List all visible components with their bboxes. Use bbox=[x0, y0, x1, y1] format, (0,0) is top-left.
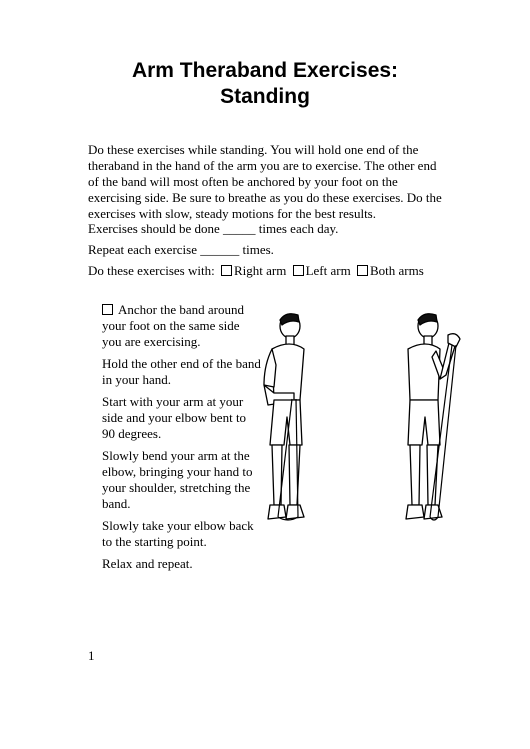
step-2: Hold the other end of the band in your hand. bbox=[102, 356, 261, 387]
left-arm-checkbox[interactable] bbox=[293, 265, 304, 276]
arm-options-prompt: Do these exercises with: bbox=[88, 263, 215, 278]
step-4: Slowly bend your arm at the elbow, bringing your hand to your shoulder, stretching the band. bbox=[102, 448, 253, 511]
start-position-illustration bbox=[250, 305, 320, 530]
frequency-line: Exercises should be done _____ times each day. bbox=[88, 221, 339, 236]
right-arm-label: Right arm bbox=[233, 263, 287, 278]
step-6: Relax and repeat. bbox=[102, 556, 193, 571]
intro-paragraph: Do these exercises while standing. You will hold one end of the theraband in the hand of the arm you are to exercise. The other end of the band will most often be anchored by your foot on the exercising side. Be sure to breathe as you do these exercises. Do the exercises with slow, steady motions for the best results. bbox=[88, 142, 442, 221]
both-arms-checkbox[interactable] bbox=[357, 265, 368, 276]
exercise-checkbox[interactable] bbox=[102, 304, 113, 315]
right-arm-checkbox[interactable] bbox=[221, 265, 232, 276]
both-arms-label: Both arms bbox=[369, 263, 424, 278]
step-3: Start with your arm at your side and your elbow bent to 90 degrees. bbox=[102, 394, 247, 441]
page-number: 1 bbox=[88, 648, 95, 663]
step-1-text: Anchor the band around your foot on the same side you are exercising. bbox=[102, 302, 244, 349]
curl-position-illustration bbox=[396, 305, 468, 530]
title-line-2: Standing bbox=[220, 85, 310, 108]
left-arm-label: Left arm bbox=[305, 263, 351, 278]
repeat-line: Repeat each exercise ______ times. bbox=[88, 242, 274, 257]
arm-options-line bbox=[88, 263, 424, 279]
step-1 bbox=[102, 302, 262, 350]
page-title bbox=[0, 58, 530, 110]
exercise-steps bbox=[102, 302, 262, 578]
title-line-1: Arm Theraband Exercises: bbox=[131, 59, 399, 82]
step-5: Slowly take your elbow back to the starting point. bbox=[102, 518, 254, 549]
